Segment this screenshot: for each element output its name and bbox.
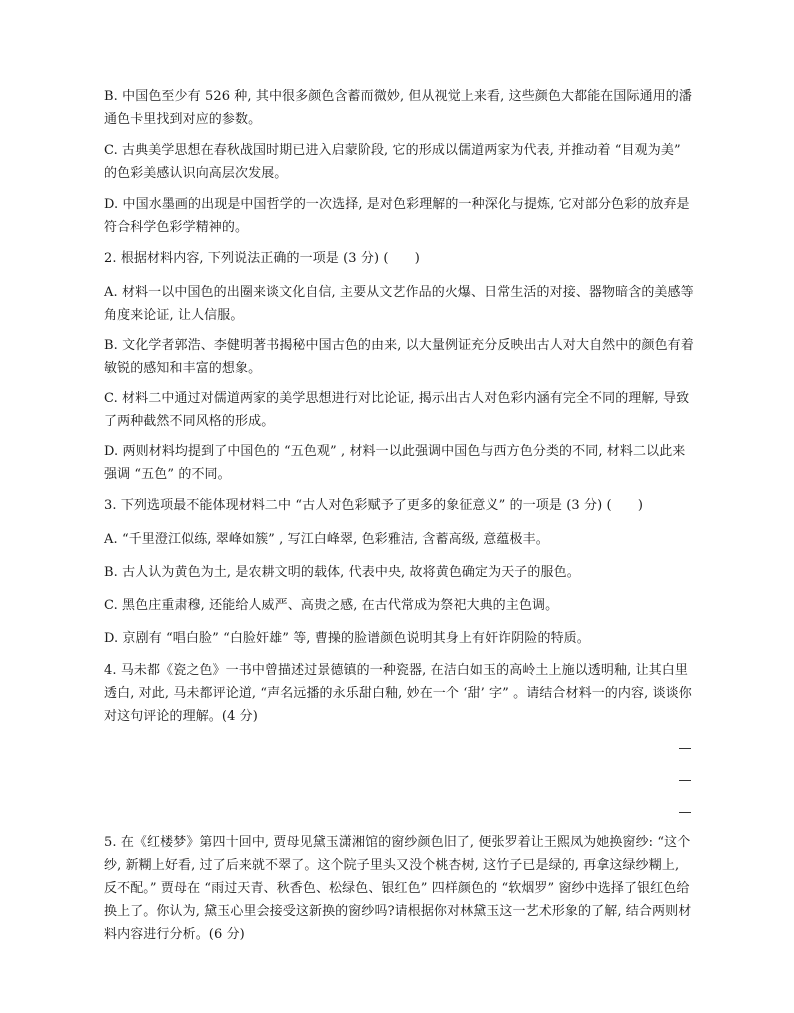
q3-option-b: B. 古人认为黄色为土, 是农耕文明的载体, 代表中央, 故将黄色确定为天子的服色。 xyxy=(104,565,580,580)
answer-blank-line[interactable] xyxy=(679,780,691,781)
option-c-text: C. 古典美学思想在春秋战国时期已进入启蒙阶段, 它的形成以儒道两家为代表, 并推动着 “目观为美” 的色彩美感认识向高层次发展。 xyxy=(104,143,681,181)
answer-blank-line[interactable] xyxy=(679,812,691,813)
option-b-text: B. 中国色至少有 526 种, 其中很多颜色含蓄而微妙, 但从视觉上来看, 这些颜色大都能在国际通用的潘通色卡里找到对应的参数。 xyxy=(104,89,692,127)
q3-option-a: A. “千里澄江似练, 翠峰如簇” , 写江白峰翠, 色彩雅洁, 含蓄高级, 意蕴极丰。 xyxy=(104,532,549,547)
question-4: 4. 马未都《瓷之色》一书中曾描述过景德镇的一种瓷器, 在洁白如玉的高岭土上施以透明釉, 让其白里透白, 对此, 马未都评论道, “声名远播的永乐甜白釉, 妙在一个 ‘甜’ 字” 。请结合材料一的内容, 谈谈你对这句评论的理解。(4 分) xyxy=(104,663,692,724)
question-5: 5. 在《红楼梦》第四十回中, 贾母见黛玉潇湘馆的窗纱颜色旧了, 便张罗着让王熙凤为她换窗纱: “这个纱, 新糊上好看, 过了后来就不翠了。这个院子里头又没个桃杏树, 这竹子已是绿的, 再拿这绿纱糊上, 反不配。” 贾母在 “雨过天青、秋香色、松绿色、银红色” 四样颜色的 “软烟罗” 窗纱中选择了银红色给换上了。你认为, 黛玉心里会接受这新换的窗纱吗?请根据你对林黛玉这一艺术形象的了解, 结合两则材料内容进行分析。(6 分) xyxy=(104,835,692,942)
question-2-stem: 2. 根据材料内容, 下列说法正确的一项是 (3 分) ( ) xyxy=(104,251,420,266)
q3-option-c: C. 黑色庄重肃穆, 还能给人威严、高贵之感, 在古代常成为祭祀大典的主色调。 xyxy=(104,598,559,613)
q2-option-c: C. 材料二中通过对儒道两家的美学思想进行对比论证, 揭示出古人对色彩内涵有完全不同的理解, 导致了两种截然不同风格的形成。 xyxy=(104,391,690,429)
option-d-text: D. 中国水墨画的出现是中国哲学的一次选择, 是对色彩理解的一种深化与提炼, 它对部分色彩的放弃是符合科学色彩学精神的。 xyxy=(104,197,690,235)
q2-option-a: A. 材料一以中国色的出圈来谈文化自信, 主要从文艺作品的火爆、日常生活的对接、器物暗含的美感等角度来论证, 让人信服。 xyxy=(104,285,694,323)
q2-option-d: D. 两则材料均提到了中国色的 “五色观” , 材料一以此强调中国色与西方色分类的不同, 材料二以此来强调 “五色” 的不同。 xyxy=(104,444,686,482)
q3-option-d: D. 京剧有 “唱白脸” “白脸奸雄” 等, 曹操的脸谱颜色说明其身上有奸诈阴险的特质。 xyxy=(104,631,590,646)
answer-blank-line[interactable] xyxy=(679,748,691,749)
q2-option-b: B. 文化学者郭浩、李健明著书揭秘中国古色的由来, 以大量例证充分反映出古人对大自然中的颜色有着敏锐的感知和丰富的想象。 xyxy=(104,338,694,376)
question-3-stem: 3. 下列选项最不能体现材料二中 “古人对色彩赋予了更多的象征意义” 的一项是 (3 分) ( ) xyxy=(104,498,644,513)
